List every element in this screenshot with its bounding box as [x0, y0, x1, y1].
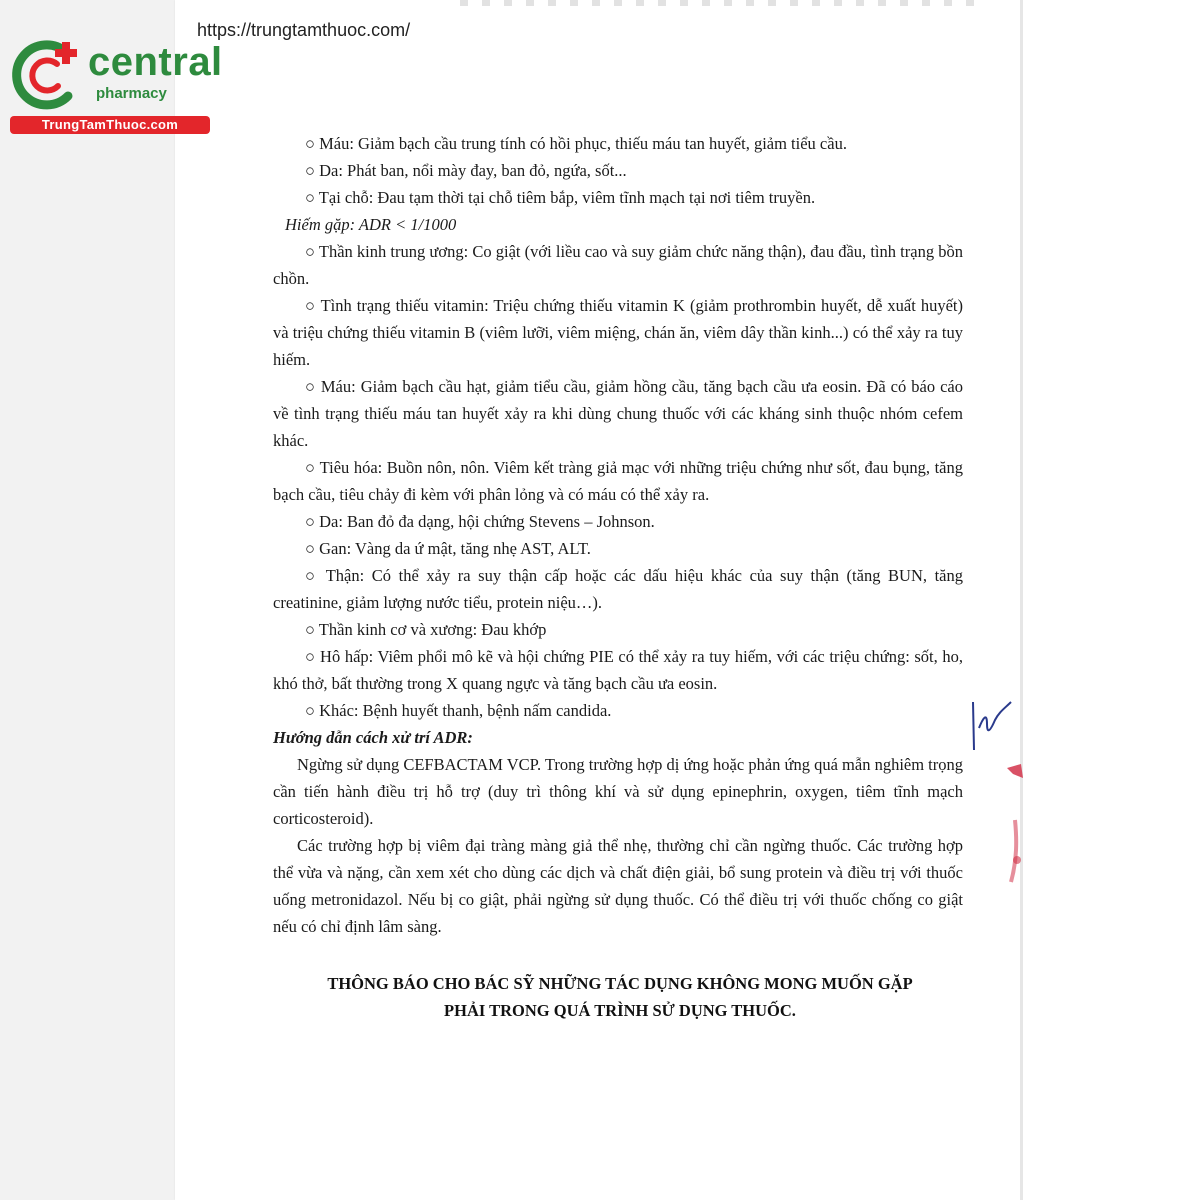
list-item: ○ Thần kinh cơ và xương: Đau khớp — [305, 620, 547, 639]
page-edge — [1020, 0, 1023, 1200]
list-item: ○ Da: Ban đỏ đa dạng, hội chứng Stevens – Johnson. — [305, 512, 655, 531]
logo-banner: TrungTamThuoc.com — [10, 116, 210, 134]
scan-artifact — [460, 0, 980, 6]
list-item: ○ Da: Phát ban, nổi mày đay, ban đỏ, ngứa, sốt... — [305, 161, 627, 180]
handwritten-initials — [965, 698, 1025, 758]
list-item: ○ Khác: Bệnh huyết thanh, bệnh nấm candida. — [305, 701, 612, 720]
list-item: ○ Thần kinh trung ương: Co giật (với liều cao và suy giảm chức năng thận), đau đầu, tình trạng bồn chồn. — [273, 242, 963, 288]
watermark-url: https://trungtamthuoc.com/ — [197, 20, 411, 40]
logo-subtitle: pharmacy — [96, 85, 167, 102]
page-margin — [1022, 0, 1200, 1200]
section-heading: Hướng dẫn cách xử trí ADR: — [273, 728, 473, 747]
paragraph: Các trường hợp bị viêm đại tràng màng giả thể nhẹ, thường chỉ cần ngừng thuốc. Các trường hợp thể vừa và nặng, cần xem xét cho dùng các dịch và chất điện giải, bổ sung protein và điều trị với thuốc uống metronidazol. Nếu bị co giật, phải ngừng sử dụng thuốc. Có thể điều trị với thuốc chống co giật nếu có chỉ định lâm sàng. — [273, 836, 963, 936]
paragraph: Ngừng sử dụng CEFBACTAM VCP. Trong trường hợp dị ứng hoặc phản ứng quá mẫn nghiêm trọng cần tiến hành điều trị hỗ trợ (duy trì thông khí và sử dụng epinephrin, oxygen, tiêm tĩnh mạch corticosteroid). — [273, 755, 964, 828]
list-item: ○ Tình trạng thiếu vitamin: Triệu chứng thiếu vitamin K (giảm prothrombin huyết, dễ xuất huyết) và triệu chứng thiếu vitamin B (viêm lưỡi, viêm miệng, chán ăn, viêm dây thần kinh...) có thể xảy ra tuy hiếm. — [273, 296, 963, 369]
list-item: ○ Hô hấp: Viêm phổi mô kẽ và hội chứng PIE có thể xảy ra tuy hiếm, với các triệu chứng: sốt, ho, khó thở, bất thường trong X quang ngực và tăng bạch cầu ưa eosin. — [273, 647, 963, 693]
list-item: ○ Gan: Vàng da ứ mật, tăng nhẹ AST, ALT. — [305, 539, 591, 558]
notice-line: PHẢI TRONG QUÁ TRÌNH SỬ DỤNG THUỐC. — [444, 1001, 796, 1020]
list-item: ○ Tại chỗ: Đau tạm thời tại chỗ tiêm bắp, viêm tĩnh mạch tại nơi tiêm truyền. — [305, 188, 816, 207]
adr-list-section — [273, 130, 963, 940]
notice-heading — [275, 970, 965, 1024]
list-item: ○ Thận: Có thể xảy ra suy thận cấp hoặc các dấu hiệu khác của suy thận (tăng BUN, tăng creatinine, giảm lượng nước tiểu, protein niệu…). — [273, 566, 963, 612]
list-item: ○ Máu: Giảm bạch cầu trung tính có hồi phục, thiếu máu tan huyết, giảm tiểu cầu. — [305, 134, 847, 153]
watermark-logo — [8, 36, 223, 136]
pharmacy-logo-icon — [8, 36, 88, 114]
notice-line: THÔNG BÁO CHO BÁC SỸ NHỮNG TÁC DỤNG KHÔNG MONG MUỐN GẶP — [327, 974, 913, 993]
logo-wordmark: central — [88, 40, 223, 84]
list-item: ○ Máu: Giảm bạch cầu hạt, giảm tiểu cầu, giảm hồng cầu, tăng bạch cầu ưa eosin. Đã có báo cáo về tình trạng thiếu máu tan huyết xảy ra khi dùng chung thuốc với các kháng sinh thuộc nhóm cefem khác. — [273, 377, 963, 450]
red-stamp-fragment — [1003, 760, 1027, 890]
list-item: ○ Tiêu hóa: Buồn nôn, nôn. Viêm kết tràng giả mạc với những triệu chứng như sốt, đau bụng, tăng bạch cầu, tiêu chảy đi kèm với phân lỏng và có máu có thể xảy ra. — [273, 458, 963, 504]
rare-frequency-label: Hiếm gặp: ADR < 1/1000 — [285, 215, 457, 234]
